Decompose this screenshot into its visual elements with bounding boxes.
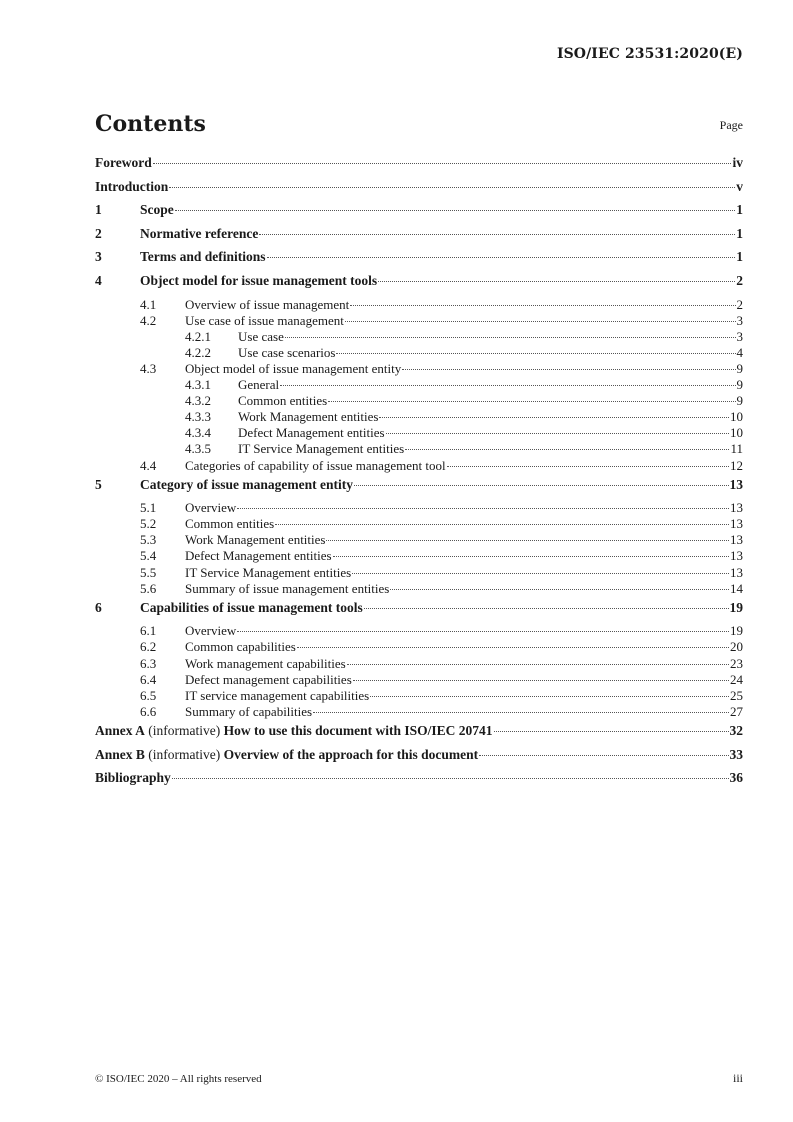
leader-dots <box>169 187 735 188</box>
subsection-page: 25 <box>730 687 743 703</box>
leader-dots <box>405 449 729 450</box>
annex-type: (informative) <box>148 746 221 762</box>
toc-subsection-5-2[interactable] <box>95 516 743 532</box>
leader-dots <box>350 305 735 306</box>
toc-subsection-4-3[interactable] <box>95 361 743 377</box>
annex-type: (informative) <box>148 722 221 738</box>
subsection-number: 5.6 <box>140 580 157 596</box>
leader-dots <box>352 573 729 574</box>
subsection-title: Categories of capability of issue management tool <box>185 457 446 473</box>
toc-subsection-4-2[interactable] <box>95 313 743 329</box>
subsection-number: 5.5 <box>140 564 157 580</box>
subsection-title: Work management capabilities <box>185 655 346 671</box>
subsection-page: 10 <box>730 409 743 425</box>
toc-entry-page: v <box>736 178 743 194</box>
subsection-number: 6.2 <box>140 639 157 655</box>
leader-dots <box>354 485 729 486</box>
leader-dots <box>237 508 729 509</box>
leader-dots <box>172 778 729 779</box>
section-number: 1 <box>95 202 102 218</box>
toc-entry-text: Foreword <box>95 155 152 170</box>
subsection-title: Defect management capabilities <box>185 671 352 687</box>
toc-section-1[interactable] <box>95 202 743 226</box>
subsection-title: Work Management entities <box>238 409 379 425</box>
subsection-page: 9 <box>736 360 743 376</box>
leader-dots <box>364 608 729 609</box>
subsection-title: Common capabilities <box>185 639 296 655</box>
subsection-page: 10 <box>730 425 743 441</box>
section-page: 1 <box>736 202 743 218</box>
toc-entry-text: Bibliography <box>95 770 171 786</box>
section-number: 3 <box>95 249 102 265</box>
leader-dots <box>494 731 729 732</box>
subsection-number: 4.2.1 <box>185 328 211 344</box>
leader-dots <box>328 401 735 402</box>
leader-dots <box>280 385 735 386</box>
subsection-number: 5.2 <box>140 516 157 532</box>
subsection-number: 4.3.4 <box>185 425 211 441</box>
subsection-page: 24 <box>730 671 743 687</box>
subsection-page: 20 <box>730 639 743 655</box>
subsection-title: Overview of issue management <box>185 296 350 312</box>
leader-dots <box>379 417 729 418</box>
toc-subsection-4-3-1[interactable] <box>95 377 743 393</box>
leader-dots <box>313 712 729 713</box>
subsection-title: Common entities <box>185 516 275 532</box>
leader-dots <box>479 755 728 756</box>
toc-subsection-4-1[interactable] <box>95 297 743 313</box>
page-column-label: Page <box>719 118 743 132</box>
subsection-number: 4.4 <box>140 457 157 473</box>
toc-section-3[interactable] <box>95 249 743 273</box>
section-page: 19 <box>729 599 743 615</box>
toc-entry-foreword[interactable] <box>95 155 743 179</box>
toc-section-6[interactable] <box>95 600 743 624</box>
subsection-page: 11 <box>730 441 743 457</box>
section-title: Scope <box>140 202 174 218</box>
toc-subsection-5-6[interactable] <box>95 581 743 597</box>
leader-dots <box>297 647 729 648</box>
subsection-page: 12 <box>730 457 743 473</box>
toc-section-5[interactable] <box>95 477 743 501</box>
section-number: 5 <box>95 476 102 492</box>
toc-subsection-6-2[interactable] <box>95 639 743 655</box>
subsection-number: 6.3 <box>140 655 157 671</box>
subsection-title: Summary of issue management entities <box>185 580 390 596</box>
subsection-page: 3 <box>736 312 743 328</box>
subsection-title: Work Management entities <box>185 532 326 548</box>
subsection-number: 6.1 <box>140 623 157 639</box>
subsection-title: Summary of capabilities <box>185 703 313 719</box>
subsection-title: Object model of issue management entity <box>185 360 402 376</box>
contents-title: Contents <box>95 111 206 137</box>
subsection-page: 3 <box>736 328 743 344</box>
copyright-footer: © ISO/IEC 2020 – All rights reserved <box>95 1073 262 1085</box>
subsection-number: 4.3.2 <box>185 393 211 409</box>
toc-entry-text: Introduction <box>95 178 169 194</box>
subsection-page: 13 <box>730 548 743 564</box>
subsection-title: Use case of issue management <box>185 312 344 328</box>
subsection-number: 4.1 <box>140 296 157 312</box>
section-title: Object model for issue management tools <box>140 272 378 288</box>
leader-dots <box>353 680 729 681</box>
leader-dots <box>326 540 729 541</box>
section-title: Category of issue management entity <box>140 476 353 492</box>
subsection-title: Use case <box>238 328 284 344</box>
section-title: Terms and definitions <box>140 249 266 265</box>
subsection-number: 4.2.2 <box>185 344 211 360</box>
section-page: 1 <box>736 249 743 265</box>
leader-dots <box>390 589 729 590</box>
leader-dots <box>378 281 735 282</box>
leader-dots <box>175 210 736 211</box>
subsection-title: Overview <box>185 500 237 516</box>
annex-page: 32 <box>729 722 743 738</box>
subsection-page: 13 <box>730 532 743 548</box>
toc-subsection-4-3-5[interactable] <box>95 441 743 457</box>
subsection-number: 6.6 <box>140 703 157 719</box>
subsection-page: 9 <box>736 393 743 409</box>
toc-subsection-6-3[interactable] <box>95 656 743 672</box>
subsection-number: 4.3.1 <box>185 377 211 393</box>
toc-subsection-5-1[interactable] <box>95 500 743 516</box>
subsection-page: 19 <box>730 623 743 639</box>
toc-entry-page: iv <box>732 155 743 170</box>
subsection-number: 4.3 <box>140 360 157 376</box>
toc-subsection-4-4[interactable] <box>95 458 743 474</box>
subsection-title: Common entities <box>238 393 328 409</box>
subsection-title: Overview <box>185 623 237 639</box>
leader-dots <box>275 524 729 525</box>
leader-dots <box>259 234 735 235</box>
subsection-page: 4 <box>736 344 743 360</box>
leader-dots <box>267 257 736 258</box>
document-id-header: ISO/IEC 23531:2020(E) <box>556 46 743 62</box>
section-number: 6 <box>95 599 102 615</box>
subsection-page: 9 <box>736 377 743 393</box>
subsection-title: Defect Management entities <box>238 425 385 441</box>
subsection-page: 13 <box>730 564 743 580</box>
toc-section-4[interactable] <box>95 273 743 297</box>
section-page: 13 <box>729 476 743 492</box>
leader-dots <box>386 433 729 434</box>
subsection-title: Use case scenarios <box>238 344 336 360</box>
toc-subsection-6-6[interactable] <box>95 704 743 720</box>
subsection-page: 2 <box>736 296 743 312</box>
subsection-page: 13 <box>730 516 743 532</box>
toc-section-2[interactable] <box>95 226 743 250</box>
page-number: iii <box>732 1071 743 1085</box>
subsection-title: Defect Management entities <box>185 548 332 564</box>
subsection-title: IT Service Management entities <box>185 564 352 580</box>
annex-title: How to use this document with ISO/IEC 20741 <box>223 722 493 738</box>
toc-annex-b[interactable] <box>95 747 743 771</box>
section-number: 4 <box>95 272 102 288</box>
leader-dots <box>370 696 729 697</box>
leader-dots <box>336 353 735 354</box>
annex-label: Annex B <box>95 746 145 762</box>
toc-subsection-6-1[interactable] <box>95 623 743 639</box>
subsection-number: 6.5 <box>140 687 157 703</box>
toc-entry-page: 36 <box>729 770 743 786</box>
subsection-number: 5.4 <box>140 548 157 564</box>
leader-dots <box>237 631 729 632</box>
toc-subsection-5-5[interactable] <box>95 565 743 581</box>
toc-subsection-6-4[interactable] <box>95 672 743 688</box>
section-title: Capabilities of issue management tools <box>140 599 363 615</box>
toc-subsection-5-4[interactable] <box>95 548 743 564</box>
toc-subsection-6-5[interactable] <box>95 688 743 704</box>
subsection-number: 4.2 <box>140 312 157 328</box>
leader-dots <box>333 556 729 557</box>
toc-entry-bibliography[interactable] <box>95 770 743 794</box>
section-number: 2 <box>95 225 102 241</box>
subsection-number: 6.4 <box>140 671 157 687</box>
annex-page: 33 <box>729 746 743 762</box>
subsection-title: IT Service Management entities <box>238 441 405 457</box>
subsection-title: General <box>238 377 280 393</box>
subsection-number: 4.3.3 <box>185 409 211 425</box>
subsection-number: 5.3 <box>140 532 157 548</box>
leader-dots <box>345 321 736 322</box>
toc-subsection-4-2-1[interactable] <box>95 329 743 345</box>
annex-label: Annex A <box>95 722 145 738</box>
toc-subsection-4-3-3[interactable] <box>95 409 743 425</box>
subsection-number: 5.1 <box>140 500 157 516</box>
section-page: 1 <box>736 225 743 241</box>
toc-subsection-4-2-2[interactable] <box>95 345 743 361</box>
annex-title: Overview of the approach for this document <box>223 746 479 762</box>
subsection-page: 23 <box>730 655 743 671</box>
toc-annex-a[interactable] <box>95 723 743 747</box>
toc-subsection-4-3-2[interactable] <box>95 393 743 409</box>
leader-dots <box>153 163 732 164</box>
table-of-contents <box>95 155 743 794</box>
toc-subsection-5-3[interactable] <box>95 532 743 548</box>
subsection-page: 27 <box>730 703 743 719</box>
section-title: Normative reference <box>140 225 259 241</box>
subsection-page: 13 <box>730 500 743 516</box>
leader-dots <box>402 369 735 370</box>
leader-dots <box>347 664 729 665</box>
leader-dots <box>285 337 736 338</box>
section-page: 2 <box>736 272 743 288</box>
subsection-number: 4.3.5 <box>185 441 211 457</box>
toc-subsection-4-3-4[interactable] <box>95 425 743 441</box>
leader-dots <box>447 466 729 467</box>
subsection-title: IT service management capabilities <box>185 687 370 703</box>
toc-entry-introduction[interactable] <box>95 179 743 203</box>
subsection-page: 14 <box>730 580 743 596</box>
